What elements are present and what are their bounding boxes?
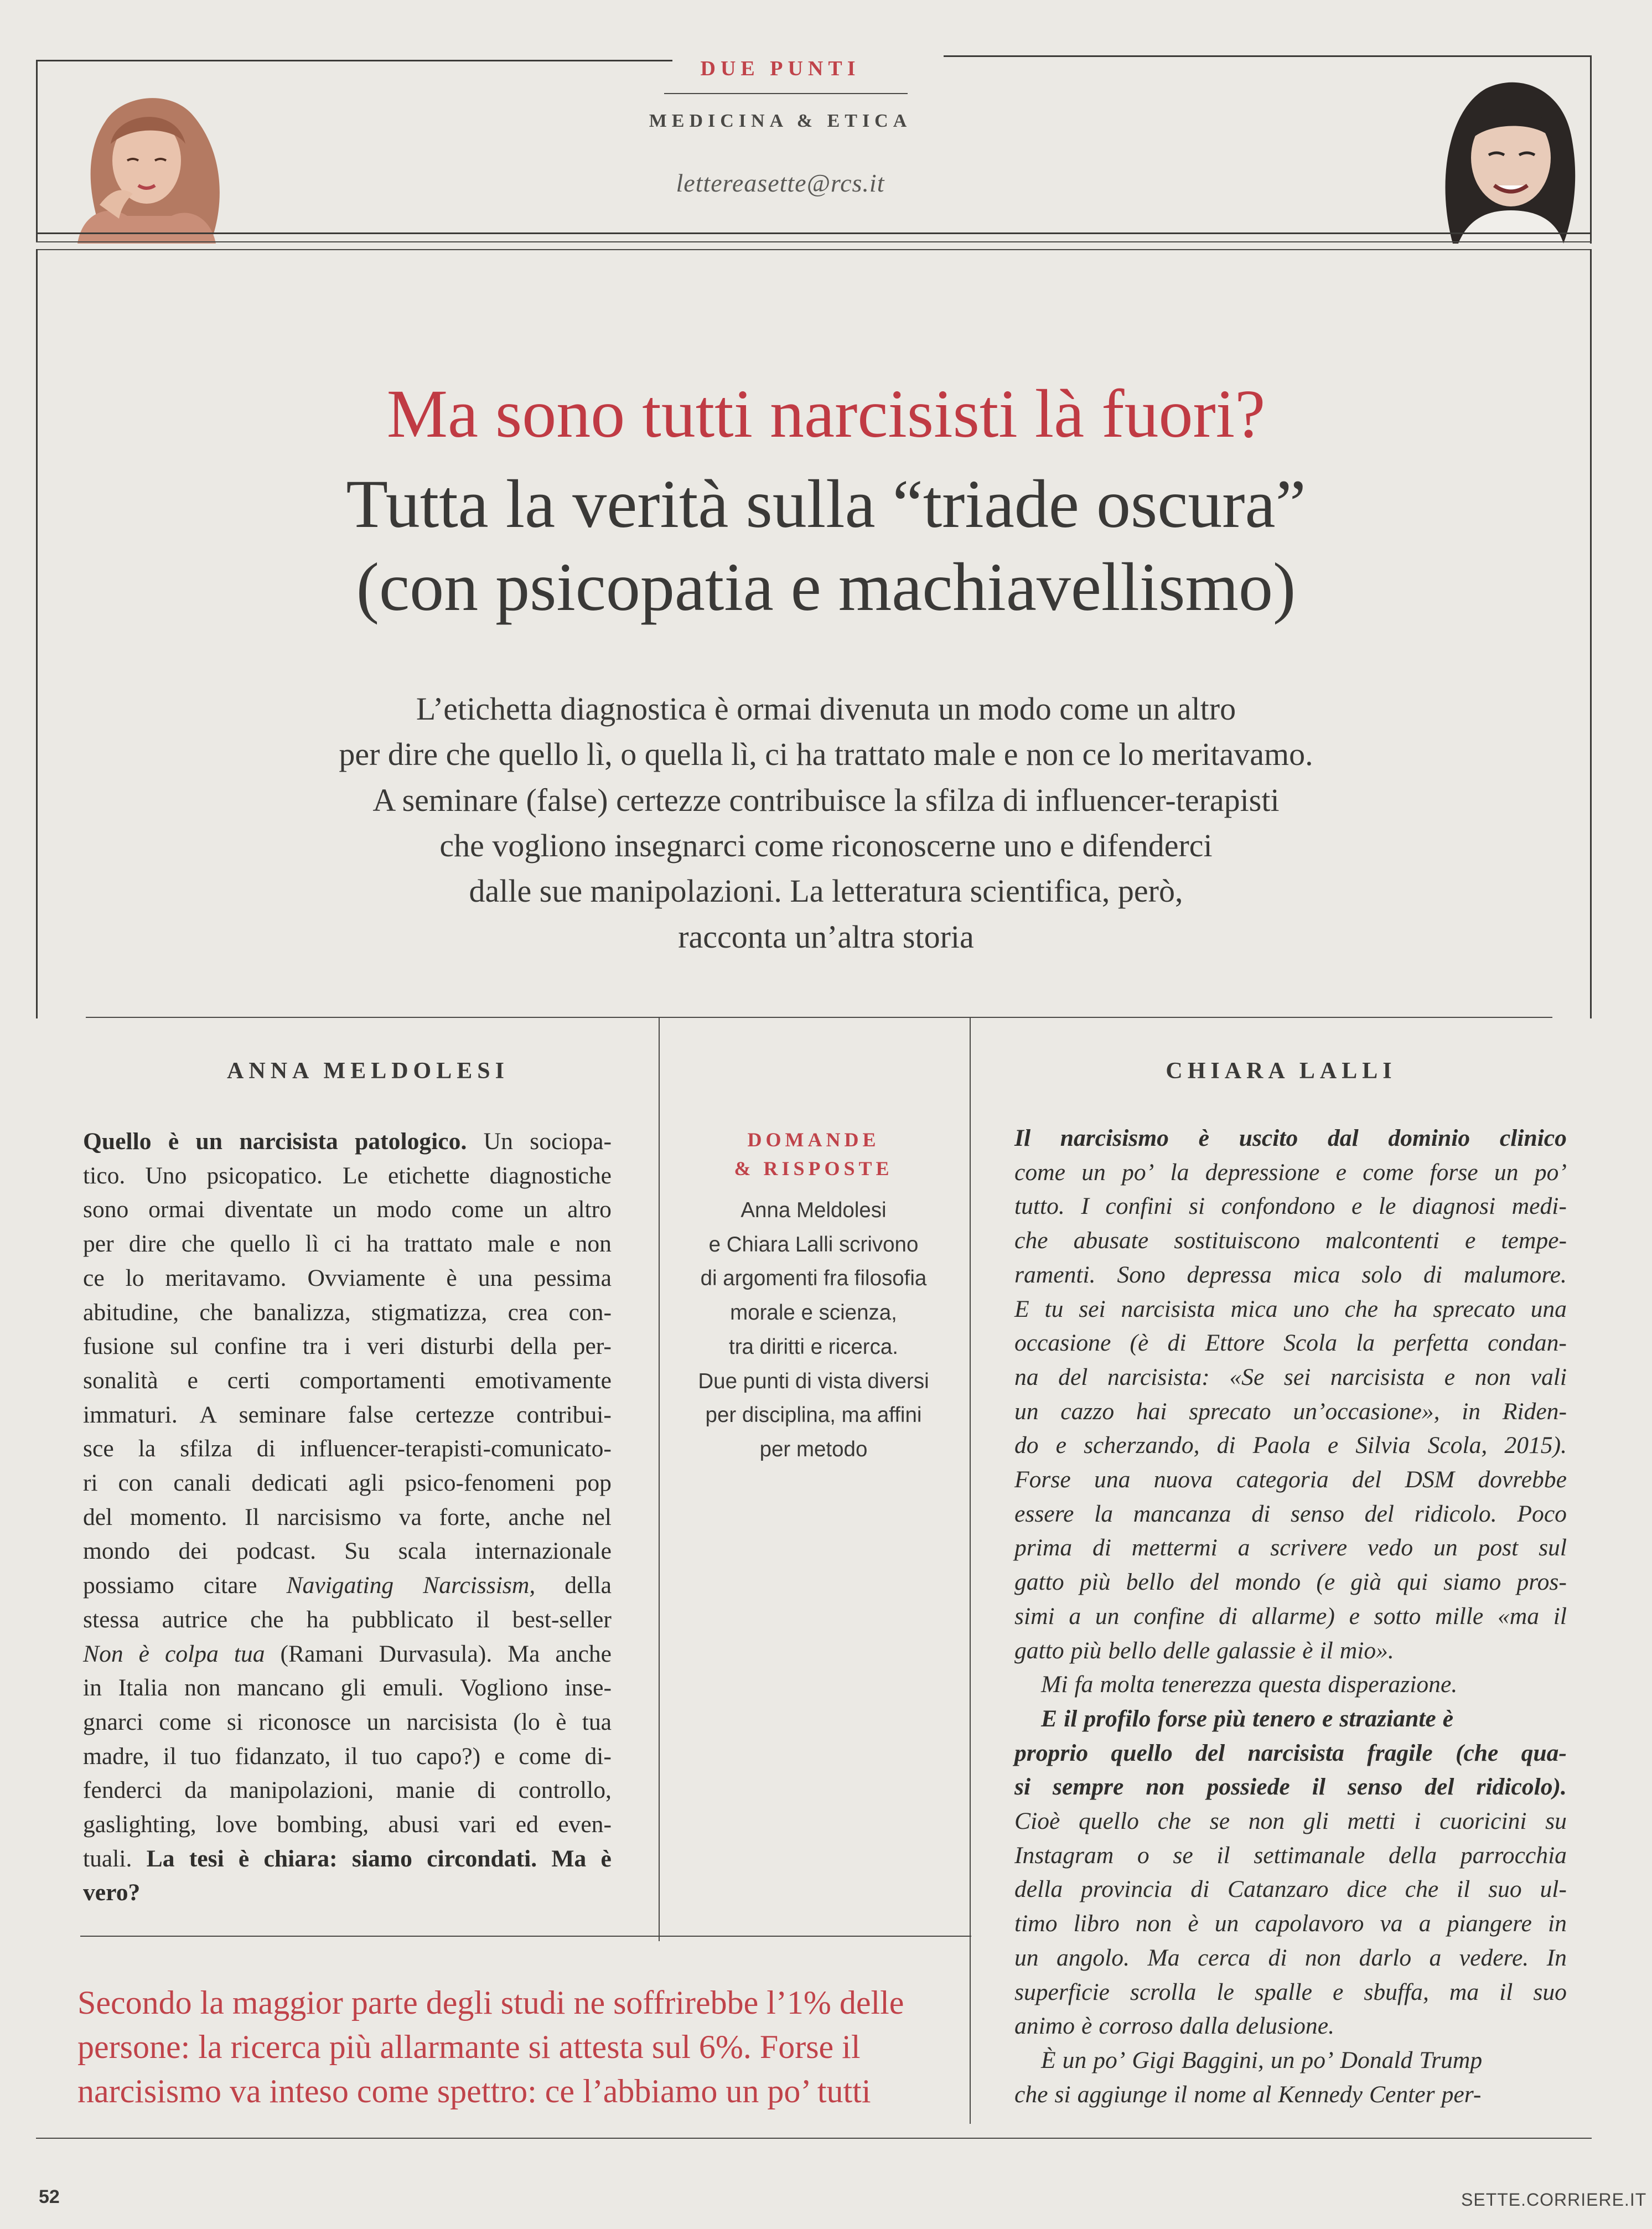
text-line: come un po’ la depressione e come forse un po’: [1014, 1159, 1567, 1186]
qa-description-line: per metodo: [759, 1437, 868, 1461]
pull-quote-line: Secondo la maggior parte degli studi ne soffrirebbe l’1% delle: [77, 1984, 904, 2021]
text-line: do e scherzando, di Paola e Silvia Scola, 2015).: [1014, 1432, 1567, 1459]
text-line: Mi fa molta tenerezza questa disperazione.: [1041, 1671, 1458, 1698]
text-line: gatto più bello del mondo (e già qui siamo pros-: [1014, 1569, 1567, 1596]
text-line: gatto più bello delle galassie è il mio».: [1014, 1637, 1394, 1664]
left-column-text: [83, 1125, 612, 1910]
column-name: DUE PUNTI: [700, 57, 861, 80]
text-line: occasione (è di Ettore Scola la perfetta condan-: [1014, 1330, 1567, 1357]
text-line: tico. Uno psicopatico. Le etichette diagnostiche: [83, 1162, 612, 1189]
qa-description-line: di argomenti fra filosofia: [700, 1266, 927, 1291]
text-line: Forse una nuova categoria del DSM dovrebbe: [1014, 1466, 1567, 1493]
text-line: E tu sei narcisista mica uno che ha sprecato una: [1014, 1295, 1567, 1322]
headline-question: Ma sono tutti narcisisti là fuori?: [386, 376, 1266, 452]
text-line: essere la mancanza di senso del ridicolo. Poco: [1014, 1500, 1567, 1527]
pull-quote-line: persone: la ricerca più allarmante si attesta sul 6%. Forse il: [77, 2029, 861, 2065]
header-frame-top-left: [36, 60, 672, 61]
pullquote-top-rule: [80, 1936, 971, 1937]
text-line: madre, il tuo fidanzato, il tuo capo?) e come di-: [83, 1742, 612, 1770]
text-line: ramenti. Sono depressa mica solo di malumore.: [1014, 1261, 1567, 1288]
headline-line-3: (con psicopatia e machiavellismo): [356, 549, 1296, 625]
text-line: vero?: [83, 1879, 141, 1906]
text-line: tutto. I confini si confondono e le diagnosi medi-: [1014, 1193, 1567, 1220]
text-line: gaslighting, love bombing, abusi vari ed even-: [83, 1811, 612, 1838]
text-line: che abusate sostituiscono malcontenti e tempe-: [1014, 1227, 1567, 1254]
pull-quote-line: narcisismo va inteso come spettro: ce l’abbiamo un po’ tutti: [77, 2073, 871, 2109]
qa-description-line: per disciplina, ma affini: [705, 1403, 922, 1428]
qa-heading: [659, 1125, 969, 1183]
text-line: ce lo meritavamo. Ovviamente è una pessima: [83, 1264, 612, 1291]
text-line: immaturi. A seminare false certezze contribui-: [83, 1401, 612, 1428]
text-line: proprio quello del narcisista fragile (che qua-: [1014, 1739, 1567, 1766]
site-url[interactable]: SETTE.CORRIERE.IT: [1461, 2190, 1647, 2210]
text-line: un cazzo hai sprecato un’occasione», in Riden-: [1014, 1398, 1567, 1425]
header-frame-top-right: [944, 55, 1592, 57]
text-line: animo è corroso dalla delusione.: [1014, 2013, 1334, 2040]
text-line: abitudine, che banalizza, stigmatizza, crea con-: [83, 1299, 612, 1326]
column-underline: [664, 93, 908, 94]
text-line: timo libro non è un capolavoro va a piangere in: [1014, 1910, 1567, 1937]
header-rule-2: [36, 241, 1592, 242]
header-rule-3: [36, 249, 1592, 250]
author-name-right: CHIARA LALLI: [1166, 1058, 1397, 1084]
text-line: È un po’ Gigi Baggini, un po’ Donald Trump: [1041, 2046, 1483, 2073]
text-line: Cioè quello che se non gli metti i cuoricini su: [1014, 1808, 1567, 1835]
qa-description-line: tra diritti e ricerca.: [729, 1335, 898, 1359]
text-line: Quello è un narcisista patologico. Un sociopa-: [83, 1128, 612, 1155]
text-line: un angolo. Ma cerca di non darlo a vedere. In: [1014, 1944, 1567, 1971]
standfirst-line: che vogliono insegnarci come riconoscerne uno e difenderci: [439, 828, 1213, 864]
standfirst-line: A seminare (false) certezze contribuisce la sfilza di influencer-terapisti: [372, 782, 1280, 818]
text-line: simi a un confine di allarme) e sotto mille «ma il: [1014, 1602, 1567, 1630]
standfirst: [0, 686, 1652, 960]
text-line: stessa autrice che ha pubblicato il best-seller: [83, 1606, 612, 1633]
qa-heading-line: & RISPOSTE: [734, 1157, 893, 1180]
contact-email[interactable]: lettereasette@rcs.it: [676, 169, 885, 197]
text-line: per dire che quello lì ci ha trattato male e non: [83, 1230, 612, 1258]
text-line: Il narcisismo è uscito dal dominio clinico: [1014, 1125, 1567, 1151]
text-line: possiamo citare Navigating Narcissism, della: [83, 1572, 612, 1599]
qa-description-line: Anna Meldolesi: [740, 1198, 887, 1222]
text-line: fusione sul confine tra i veri disturbi della per-: [83, 1333, 612, 1360]
headline-line-2: Tutta la verità sulla “triade oscura”: [346, 466, 1306, 542]
page-number: 52: [39, 2186, 60, 2207]
right-column-text: [1014, 1121, 1567, 2112]
text-line: sono ormai diventate un modo come un altro: [83, 1196, 612, 1223]
standfirst-line: L’etichetta diagnostica è ormai divenuta un modo come un altro: [416, 691, 1236, 727]
right-divider: [970, 1017, 971, 2124]
pull-quote: [77, 1980, 963, 2113]
text-line: Instagram o se il settimanale della parrocchia: [1014, 1842, 1567, 1869]
section-name: MEDICINA & ETICA: [649, 111, 912, 131]
author-portrait-right: [1425, 61, 1591, 244]
header-rule-1: [36, 232, 1592, 234]
text-line: na del narcisista: «Se sei narcisista e non vali: [1014, 1363, 1567, 1390]
qa-heading-line: DOMANDE: [747, 1129, 880, 1151]
author-name-left: ANNA MELDOLESI: [227, 1058, 509, 1084]
qa-description-line: Due punti di vista diversi: [698, 1369, 929, 1393]
text-line: gnarci come si riconosce un narcisista (lo è tua: [83, 1708, 612, 1735]
text-line: sce la sfilza di influencer-terapisti-comunicato-: [83, 1435, 612, 1462]
header-frame-left: [36, 60, 38, 242]
text-line: fenderci da manipolazioni, manie di controllo,: [83, 1777, 612, 1804]
text-line: E il profilo forse più tenero e straziante è: [1041, 1705, 1454, 1732]
qa-description: [659, 1193, 969, 1467]
text-line: ri con canali dedicati agli psico-fenomeni pop: [83, 1470, 612, 1497]
text-line: in Italia non mancano gli emuli. Vogliono inse-: [83, 1674, 612, 1702]
standfirst-line: racconta un’altra storia: [678, 918, 974, 955]
text-line: si sempre non possiede il senso del ridicolo).: [1014, 1773, 1567, 1801]
qa-description-line: morale e scienza,: [730, 1301, 897, 1325]
text-line: del momento. Il narcisismo va forte, anche nel: [83, 1503, 612, 1530]
text-line: Non è colpa tua (Ramani Durvasula). Ma anche: [83, 1640, 612, 1667]
qa-description-line: e Chiara Lalli scrivono: [708, 1232, 919, 1256]
text-line: tuali. La tesi è chiara: siamo circondati. Ma è: [83, 1845, 612, 1872]
text-line: sonalità e certi comportamenti emotivamente: [83, 1367, 612, 1394]
columns-top-rule: [86, 1017, 1552, 1018]
author-portrait-left: [44, 77, 244, 244]
text-line: superficie scrolla le spalle e sbuffa, ma il suo: [1014, 1978, 1567, 2005]
text-line: prima di mettermi a scrivere vedo un post sul: [1014, 1534, 1567, 1561]
page-bottom-rule: [36, 2138, 1592, 2139]
text-line: della provincia di Catanzaro dice che il suo ul-: [1014, 1876, 1567, 1903]
text-line: mondo dei podcast. Su scala internazionale: [83, 1538, 612, 1565]
text-line: che si aggiunge il nome al Kennedy Center per-: [1014, 2081, 1482, 2108]
standfirst-line: dalle sue manipolazioni. La letteratura scientifica, però,: [469, 873, 1183, 909]
standfirst-line: per dire che quello lì, o quella lì, ci ha trattato male e non ce lo meritavamo.: [339, 736, 1313, 773]
